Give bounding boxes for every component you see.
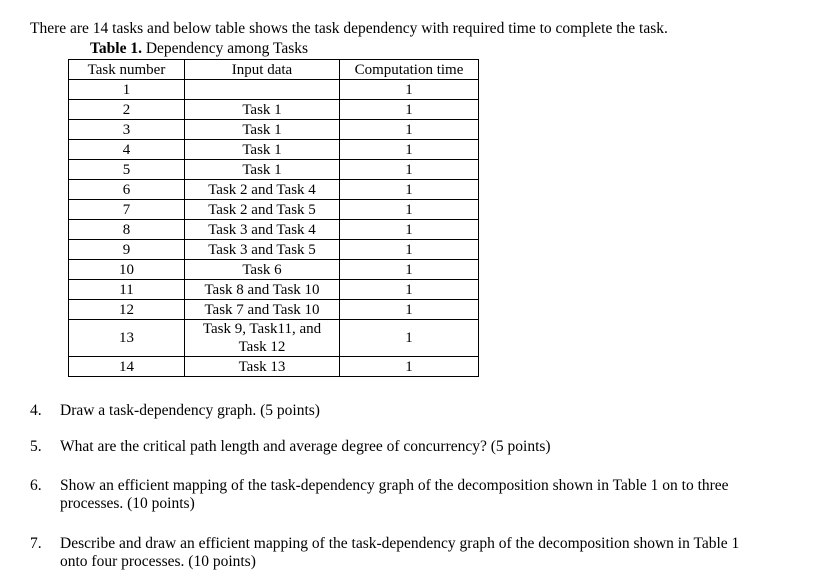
cell-task-number: 12 <box>69 300 185 320</box>
table-row <box>69 140 479 160</box>
cell-input-data: Task 1 <box>185 160 340 180</box>
cell-task-number: 8 <box>69 220 185 240</box>
cell-task-number: 5 <box>69 160 185 180</box>
cell-input-data: Task 3 and Task 4 <box>185 220 340 240</box>
table-row <box>69 280 479 300</box>
table-row <box>69 240 479 260</box>
question-text: Describe and draw an efficient mapping of the task-dependency graph of the decomposition shown in Table 1 onto four processes. (10 points) <box>60 535 740 570</box>
cell-computation-time: 1 <box>340 140 479 160</box>
table-row <box>69 160 479 180</box>
cell-task-number: 6 <box>69 180 185 200</box>
question-number: 7. <box>30 535 42 552</box>
cell-computation-time: 1 <box>340 300 479 320</box>
cell-input-data <box>185 80 340 100</box>
question-number: 6. <box>30 477 42 494</box>
intro-text: There are 14 tasks and below table shows the task dependency with required time to complete the task. <box>30 20 668 37</box>
cell-input-data: Task 3 and Task 5 <box>185 240 340 260</box>
table-row <box>69 100 479 120</box>
table-row <box>69 120 479 140</box>
cell-input-data: Task 6 <box>185 260 340 280</box>
table-row <box>69 320 479 357</box>
cell-task-number: 9 <box>69 240 185 260</box>
cell-task-number: 4 <box>69 140 185 160</box>
table-caption <box>90 40 308 58</box>
cell-computation-time: 1 <box>340 120 479 140</box>
question-text: What are the critical path length and average degree of concurrency? (5 points) <box>60 438 551 455</box>
header-computation-time: Computation time <box>340 60 479 80</box>
table-row <box>69 300 479 320</box>
header-input-data: Input data <box>185 60 340 80</box>
cell-task-number: 1 <box>69 80 185 100</box>
cell-task-number: 7 <box>69 200 185 220</box>
cell-task-number: 2 <box>69 100 185 120</box>
cell-computation-time: 1 <box>340 320 479 357</box>
cell-computation-time: 1 <box>340 240 479 260</box>
cell-computation-time: 1 <box>340 100 479 120</box>
question-text: Draw a task-dependency graph. (5 points) <box>60 402 320 419</box>
cell-input-data: Task 13 <box>185 357 340 377</box>
table-header-row <box>69 60 479 80</box>
dependency-table <box>68 59 479 377</box>
cell-computation-time: 1 <box>340 260 479 280</box>
table-row <box>69 180 479 200</box>
cell-input-data: Task 1 <box>185 120 340 140</box>
question-number: 5. <box>30 438 42 455</box>
cell-input-data: Task 8 and Task 10 <box>185 280 340 300</box>
cell-computation-time: 1 <box>340 180 479 200</box>
table-row <box>69 220 479 240</box>
table-row <box>69 357 479 377</box>
cell-task-number: 11 <box>69 280 185 300</box>
question-number: 4. <box>30 402 42 419</box>
cell-input-data: Task 9, Task11, and Task 12 <box>185 320 340 357</box>
header-task-number: Task number <box>69 60 185 80</box>
cell-computation-time: 1 <box>340 160 479 180</box>
cell-computation-time: 1 <box>340 220 479 240</box>
cell-task-number: 3 <box>69 120 185 140</box>
cell-input-data: Task 2 and Task 5 <box>185 200 340 220</box>
cell-computation-time: 1 <box>340 357 479 377</box>
table-caption-label: Table 1. <box>90 40 142 57</box>
cell-input-data: Task 1 <box>185 140 340 160</box>
cell-input-data: Task 7 and Task 10 <box>185 300 340 320</box>
table-row <box>69 80 479 100</box>
cell-task-number: 10 <box>69 260 185 280</box>
table-row <box>69 260 479 280</box>
cell-input-data: Task 1 <box>185 100 340 120</box>
table-row <box>69 200 479 220</box>
cell-computation-time: 1 <box>340 280 479 300</box>
cell-task-number: 14 <box>69 357 185 377</box>
question-text: Show an efficient mapping of the task-dependency graph of the decomposition shown in Table 1 on to three processes. (10 points) <box>60 477 729 512</box>
cell-computation-time: 1 <box>340 80 479 100</box>
cell-task-number: 13 <box>69 320 185 357</box>
cell-input-data: Task 2 and Task 4 <box>185 180 340 200</box>
table-caption-title: Dependency among Tasks <box>141 40 309 57</box>
cell-computation-time: 1 <box>340 200 479 220</box>
